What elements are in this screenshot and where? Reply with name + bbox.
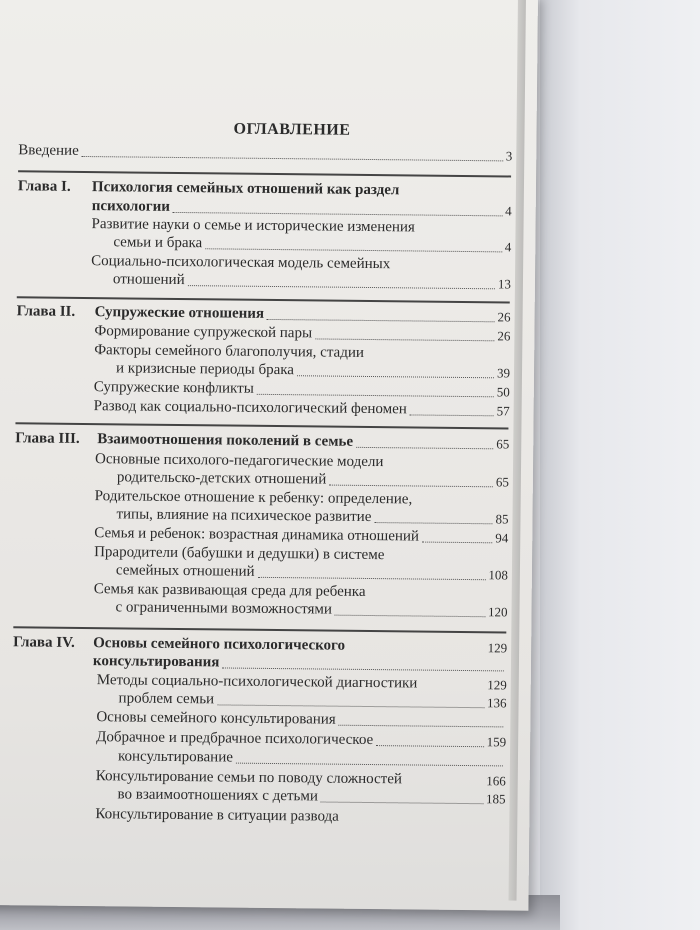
- page-number: 129: [487, 677, 507, 693]
- section-text: семейных отношений: [115, 562, 255, 580]
- page-number: 120: [487, 604, 508, 620]
- toc-entry: [118, 748, 506, 769]
- toc-entry: [113, 271, 511, 292]
- chapter-title: Основы семейного психологического: [93, 635, 346, 654]
- section-text: Основные психолого-педагогические модели: [95, 451, 384, 471]
- page-number: 65: [496, 436, 510, 452]
- section-text: Факторы семейного благополучия, стадии: [94, 342, 365, 361]
- divider: [15, 422, 508, 429]
- page-number: 39: [496, 365, 511, 381]
- toc-entry: [96, 729, 506, 750]
- chapter-label: Глава I.: [17, 178, 71, 195]
- section-text: Основы семейного консультирования: [96, 709, 336, 728]
- section-text: Консультирование семьи по поводу сложностей: [95, 768, 403, 788]
- section-text: и кризисные периоды брака: [115, 360, 295, 379]
- chapter-label: Глава II.: [16, 303, 76, 320]
- page-number: 129: [487, 640, 508, 656]
- chapter-label: Глава III.: [15, 430, 80, 447]
- leader-dots: [257, 394, 494, 397]
- toc-entry: [117, 786, 505, 807]
- leader-dots: [236, 763, 503, 767]
- section-text: Формирование супружеской пары: [94, 323, 313, 342]
- section-text: типы, влияние на психическое развитие: [116, 506, 372, 526]
- section-text: Родительское отношение к ребенку: определение,: [94, 488, 413, 508]
- section-text: Развитие науки о семье и исторические изменения: [91, 216, 415, 236]
- leader-dots: [315, 338, 494, 341]
- leader-dots: [205, 248, 502, 252]
- leader-dots: [335, 615, 485, 618]
- leader-dots: [329, 485, 493, 488]
- leader-dots: [222, 667, 504, 671]
- toc-title: ОГЛАВЛЕНИЕ: [233, 120, 351, 139]
- section-text: семьи и брака: [113, 234, 203, 252]
- section-text: с ограниченными возможностями: [115, 599, 333, 618]
- chapter-label: Глава IV.: [13, 634, 75, 651]
- page-number: 26: [497, 328, 511, 344]
- leader-dots: [376, 745, 483, 747]
- chapter-title-cont: консультирования: [92, 653, 220, 671]
- spacer: [420, 690, 484, 691]
- leader-dots: [258, 577, 486, 580]
- toc-entry: [96, 709, 506, 730]
- section-text: родительско-детских отношений: [116, 469, 327, 488]
- page-number: 26: [497, 309, 511, 325]
- page-number: 4: [505, 203, 512, 219]
- leader-dots: [267, 319, 495, 322]
- leader-dots: [188, 285, 495, 289]
- leader-dots: [321, 802, 483, 805]
- toc-entry: [116, 562, 508, 583]
- leader-dots: [422, 542, 492, 544]
- toc-entry: [117, 469, 509, 490]
- page-number: 108: [488, 567, 508, 583]
- toc-entry: [115, 599, 507, 620]
- toc-entry: [116, 506, 508, 527]
- section-text: Семья как развивающая среда для ребенка: [93, 581, 366, 600]
- leader-dots: [82, 156, 503, 161]
- toc-entry: [113, 234, 511, 255]
- section-text: Добрачное и предбрачное психологическое: [96, 729, 374, 749]
- section-text: Развод как социально-психологический феномен: [93, 398, 407, 418]
- spacer: [405, 785, 483, 786]
- entry-text: Введение: [18, 142, 79, 159]
- section-text: Семья и ребенок: возрастная динамика отношений: [94, 525, 420, 545]
- toc-entry-ch2: [17, 303, 511, 325]
- toc-entry-intro: [18, 142, 512, 164]
- toc-entry: [94, 398, 510, 419]
- section-text: Социально-психологическая модель семейных: [91, 253, 391, 273]
- divider: [17, 296, 510, 303]
- page-number: 3: [505, 148, 513, 164]
- toc-entry: [118, 690, 506, 711]
- chapter-title: Взаимоотношения поколений в семье: [97, 431, 354, 450]
- section-text: консультирование: [117, 748, 234, 766]
- page-number: 4: [504, 239, 512, 255]
- spacer: [348, 652, 485, 653]
- chapter-title-cont: психологии: [91, 198, 171, 215]
- toc-entry-ch3: [15, 430, 509, 452]
- leader-dots: [217, 704, 484, 708]
- section-text: отношений: [112, 271, 185, 289]
- section-text: Супружеские конфликты: [93, 379, 254, 397]
- page-number: 57: [496, 403, 510, 419]
- spacer: [342, 823, 502, 825]
- section-text: Методы социально-психологической диагностики: [96, 672, 418, 692]
- chapter-title: Психология семейных отношений как раздел: [91, 179, 400, 199]
- page-number: 65: [495, 474, 509, 490]
- page-number: 94: [495, 530, 509, 546]
- chapter-title: Супружеские отношения: [94, 304, 265, 322]
- page-number: 85: [495, 511, 509, 527]
- divider: [18, 170, 511, 177]
- section-text: Прародители (бабушки и дедушки) в системе: [94, 544, 385, 564]
- leader-dots: [339, 725, 504, 728]
- page-number: 185: [485, 791, 506, 807]
- leader-dots: [356, 447, 493, 449]
- page-number: 13: [497, 276, 512, 292]
- divider: [13, 626, 506, 633]
- toc-entry: [116, 360, 510, 381]
- page-number: 159: [486, 734, 507, 750]
- toc-entry: [94, 323, 510, 344]
- section-text: во взаимоотношениях с детьми: [117, 786, 318, 805]
- leader-dots: [374, 522, 492, 524]
- toc-entry: [94, 525, 508, 546]
- toc-entry: [95, 806, 505, 827]
- leader-dots: [297, 375, 494, 378]
- leader-dots: [173, 212, 502, 216]
- page-number: 50: [496, 384, 510, 400]
- leader-dots: [410, 414, 494, 416]
- background-surface: [540, 0, 700, 930]
- section-text: Консультирование в ситуации развода: [95, 806, 339, 825]
- toc-entry: [94, 379, 510, 400]
- toc-entry: [93, 653, 507, 674]
- section-text: проблем семьи: [118, 690, 215, 708]
- page-number: 136: [486, 695, 507, 711]
- page-number: 166: [486, 773, 506, 789]
